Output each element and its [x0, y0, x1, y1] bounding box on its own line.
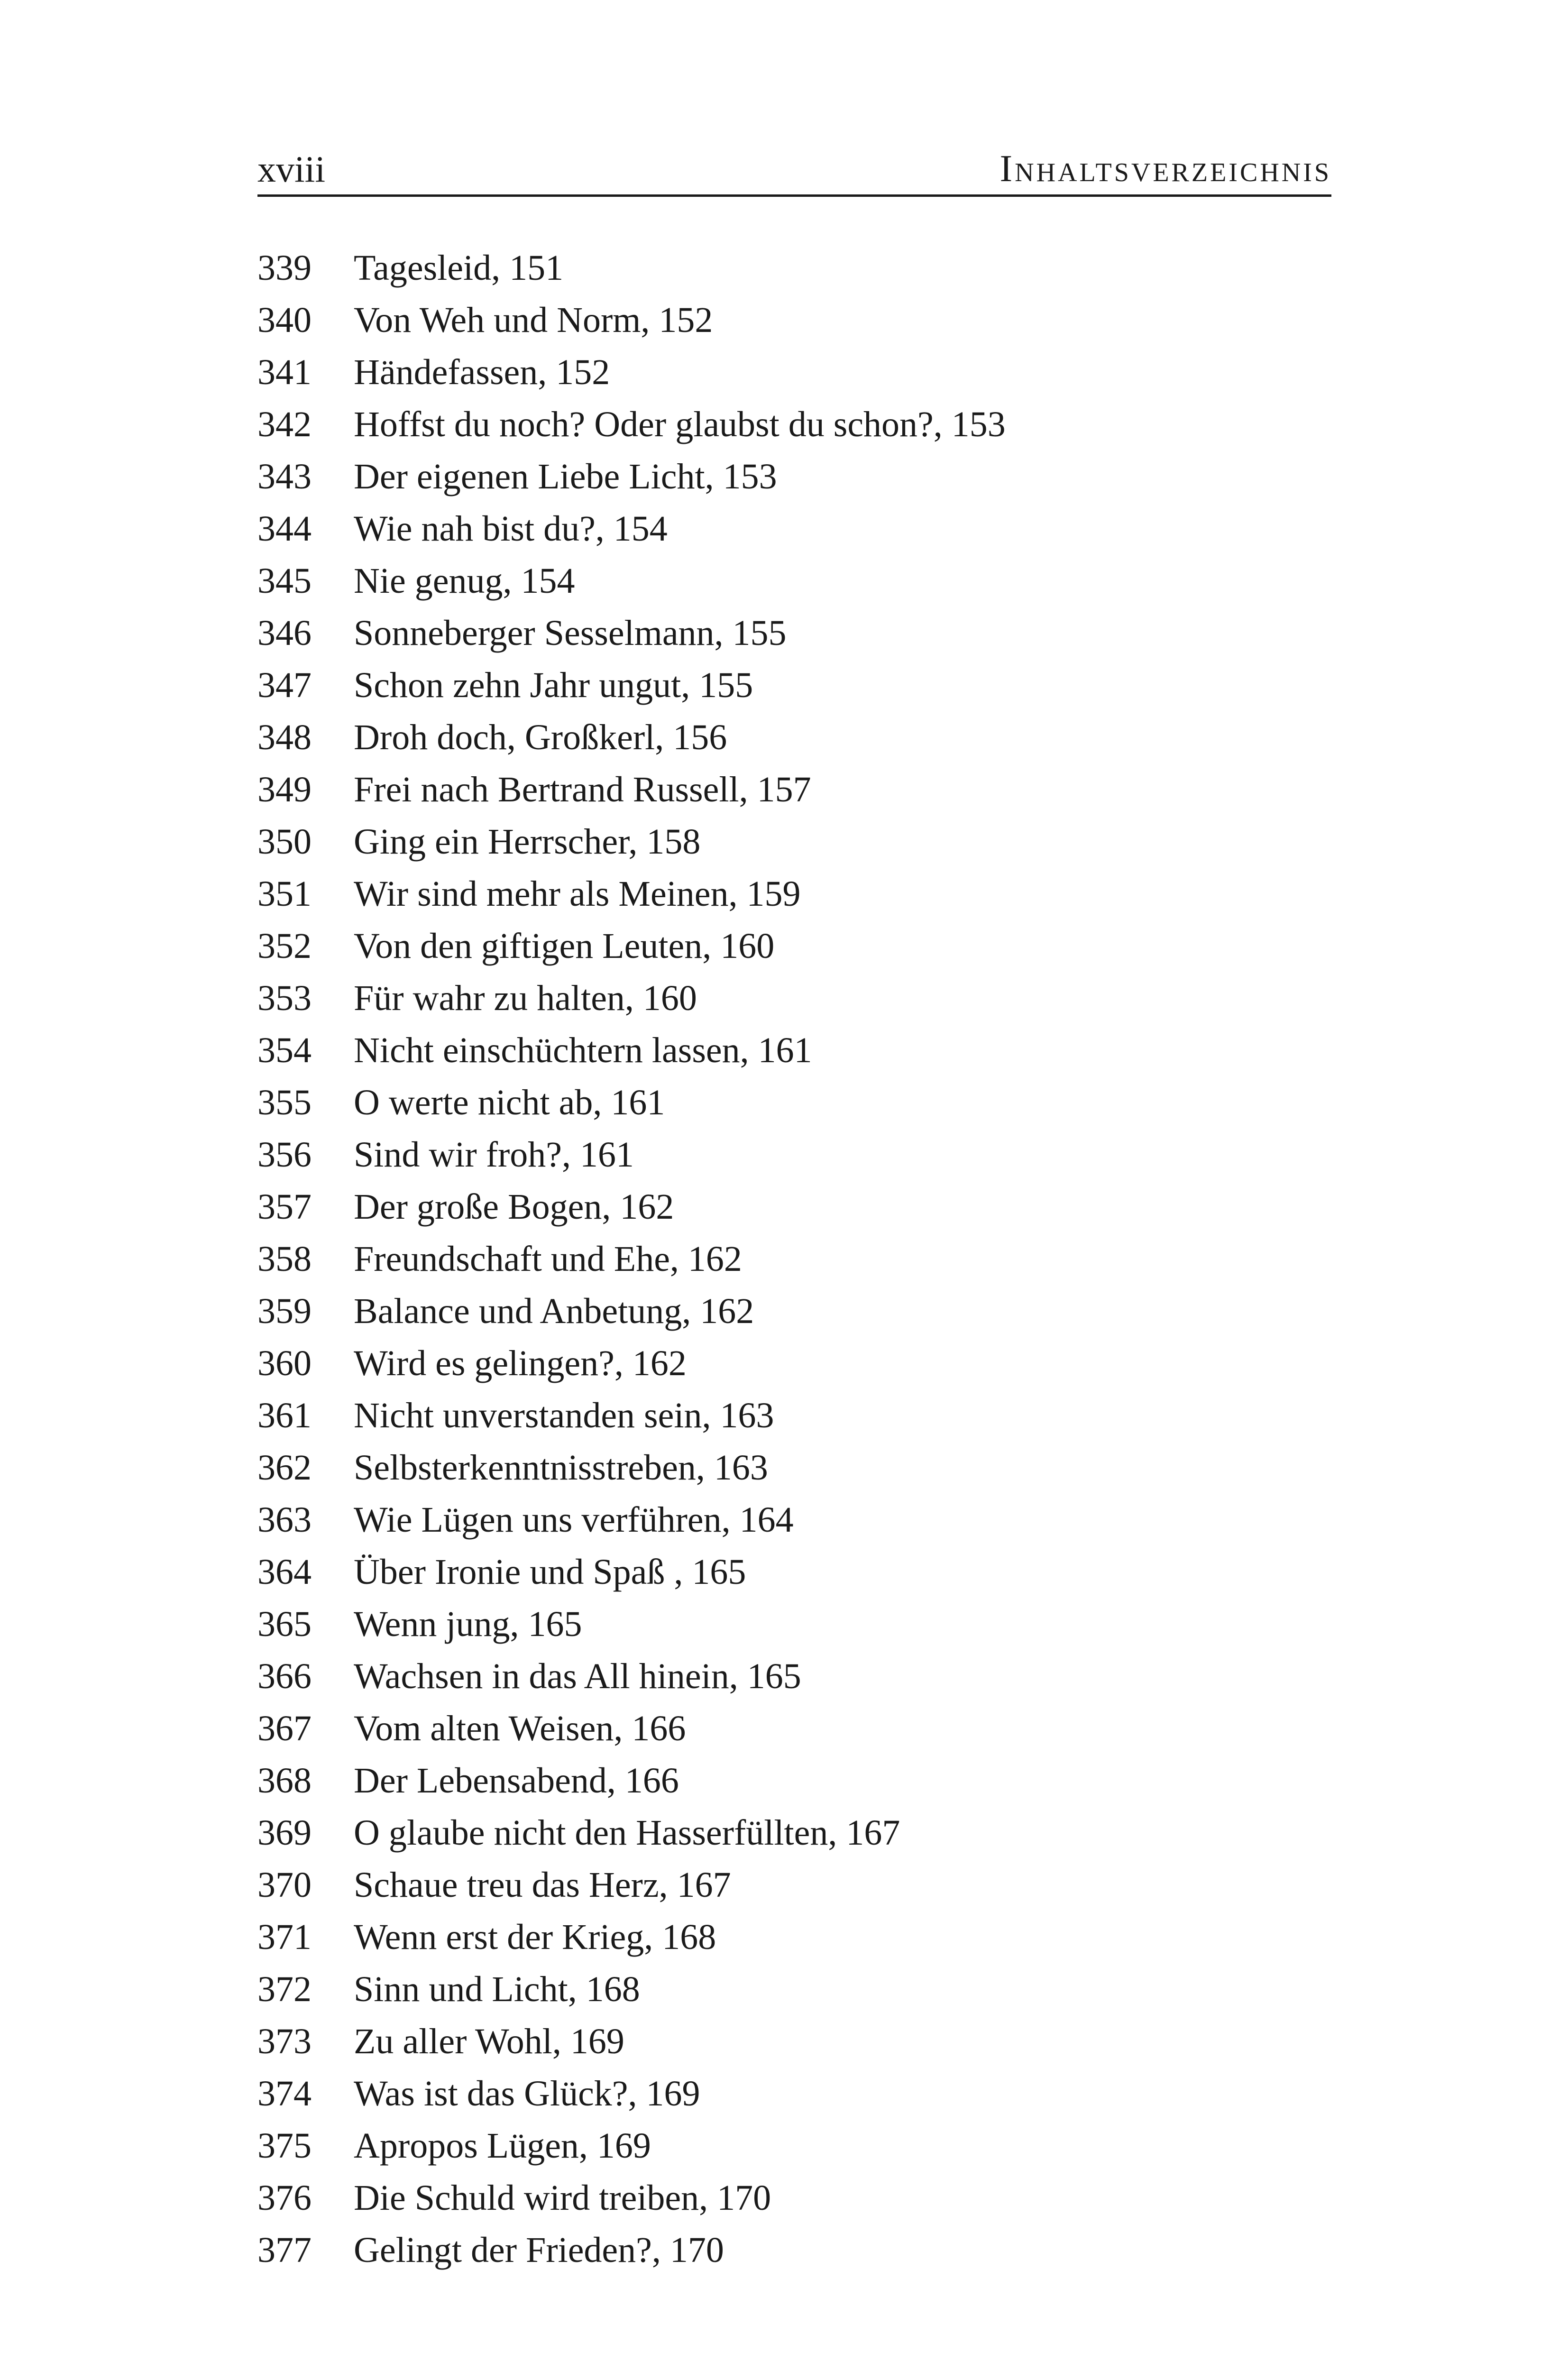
- entry-title: O werte nicht ab, 161: [354, 1083, 665, 1122]
- toc-entry: [257, 2015, 1331, 2068]
- entry-title: Schon zehn Jahr ungut, 155: [354, 665, 753, 705]
- entry-title: Nicht einschüchtern lassen, 161: [354, 1030, 812, 1070]
- entry-title: Zu aller Wohl, 169: [354, 2022, 624, 2061]
- entry-title: Nie genug, 154: [354, 561, 575, 601]
- entry-number: 360: [257, 1343, 312, 1383]
- toc-entry: [257, 1598, 1331, 1650]
- toc-entry: [257, 1650, 1331, 1702]
- toc-entry: [257, 1807, 1331, 1859]
- entry-title: Der große Bogen, 162: [354, 1187, 674, 1227]
- entry-title: Nicht unverstanden sein, 163: [354, 1396, 774, 1435]
- entry-title: Sonneberger Sesselmann, 155: [354, 613, 787, 653]
- entry-number: 376: [257, 2178, 312, 2218]
- toc-entry: [257, 659, 1331, 711]
- running-head: Inhaltsverzeichnis: [999, 148, 1331, 190]
- entry-title: Der eigenen Liebe Licht, 153: [354, 457, 777, 496]
- toc-entry: [257, 1389, 1331, 1442]
- toc-entry: [257, 868, 1331, 920]
- toc-entry: [257, 711, 1331, 763]
- toc-entry: [257, 450, 1331, 503]
- entry-title: Wie nah bist du?, 154: [354, 509, 668, 549]
- entry-title: Selbsterkenntnisstreben, 163: [354, 1448, 768, 1488]
- toc-entry: [257, 1076, 1331, 1129]
- toc-entry: [257, 1181, 1331, 1233]
- toc-entry: [257, 972, 1331, 1024]
- toc-entry: [257, 398, 1331, 450]
- entry-number: 356: [257, 1135, 312, 1175]
- entry-number: 354: [257, 1030, 312, 1070]
- entry-number: 375: [257, 2126, 312, 2166]
- toc-entry: [257, 1755, 1331, 1807]
- entry-number: 343: [257, 457, 312, 496]
- toc-entry: [257, 1337, 1331, 1389]
- entry-number: 350: [257, 822, 312, 862]
- entry-number: 374: [257, 2074, 312, 2114]
- entry-number: 348: [257, 717, 312, 757]
- entry-number: 349: [257, 770, 312, 809]
- entry-title: Wir sind mehr als Meinen, 159: [354, 874, 801, 914]
- entry-number: 370: [257, 1865, 312, 1905]
- entry-title: Wenn erst der Krieg, 168: [354, 1917, 716, 1957]
- entry-title: Gelingt der Frieden?, 170: [354, 2230, 724, 2270]
- entry-number: 362: [257, 1448, 312, 1488]
- toc-entry: [257, 1546, 1331, 1598]
- entry-title: Vom alten Weisen, 166: [354, 1709, 686, 1748]
- entry-number: 372: [257, 1969, 312, 2009]
- entry-number: 364: [257, 1552, 312, 1592]
- entry-title: Freundschaft und Ehe, 162: [354, 1239, 742, 1279]
- entry-title: Für wahr zu halten, 160: [354, 978, 697, 1018]
- entry-title: Hoffst du noch? Oder glaubst du schon?, 153: [354, 404, 1006, 444]
- entry-title: Balance und Anbetung, 162: [354, 1291, 754, 1331]
- entry-number: 355: [257, 1083, 312, 1122]
- entry-title: Was ist das Glück?, 169: [354, 2074, 700, 2114]
- toc-entry: [257, 1494, 1331, 1546]
- toc-entry: [257, 1911, 1331, 1963]
- entry-number: 366: [257, 1656, 312, 1696]
- entry-title: Von den giftigen Leuten, 160: [354, 926, 775, 966]
- entry-title: Der Lebensabend, 166: [354, 1761, 679, 1801]
- toc-entry: [257, 555, 1331, 607]
- entry-number: 357: [257, 1187, 312, 1227]
- toc-entry: [257, 242, 1331, 294]
- table-of-contents: [257, 242, 1331, 2276]
- toc-entry: [257, 1963, 1331, 2015]
- entry-title: Apropos Lügen, 169: [354, 2126, 651, 2166]
- toc-entry: [257, 816, 1331, 868]
- toc-entry: [257, 763, 1331, 816]
- entry-title: Die Schuld wird treiben, 170: [354, 2178, 771, 2218]
- page-header: [257, 142, 1331, 197]
- entry-number: 339: [257, 248, 312, 288]
- entry-title: Wird es gelingen?, 162: [354, 1343, 687, 1383]
- entry-title: Droh doch, Großkerl, 156: [354, 717, 727, 757]
- entry-number: 373: [257, 2022, 312, 2061]
- entry-title: Von Weh und Norm, 152: [354, 300, 713, 340]
- toc-entry: [257, 1129, 1331, 1181]
- entry-number: 368: [257, 1761, 312, 1801]
- entry-title: Händefassen, 152: [354, 352, 610, 392]
- toc-entry: [257, 1024, 1331, 1076]
- entry-title: Tagesleid, 151: [354, 248, 564, 288]
- toc-entry: [257, 294, 1331, 346]
- entry-number: 361: [257, 1396, 312, 1435]
- entry-title: Frei nach Bertrand Russell, 157: [354, 770, 811, 809]
- entry-title: Schaue treu das Herz, 167: [354, 1865, 731, 1905]
- entry-title: O glaube nicht den Hasserfüllten, 167: [354, 1813, 900, 1853]
- entry-title: Wie Lügen uns verführen, 164: [354, 1500, 794, 1540]
- toc-entry: [257, 2224, 1331, 2276]
- page-number: xviii: [257, 148, 326, 190]
- entry-title: Wenn jung, 165: [354, 1604, 582, 1644]
- entry-number: 346: [257, 613, 312, 653]
- entry-title: Sind wir froh?, 161: [354, 1135, 634, 1175]
- toc-entry: [257, 1442, 1331, 1494]
- entry-number: 371: [257, 1917, 312, 1957]
- toc-entry: [257, 1285, 1331, 1337]
- toc-entry: [257, 1233, 1331, 1285]
- toc-entry: [257, 2068, 1331, 2120]
- entry-number: 367: [257, 1709, 312, 1748]
- entry-number: 353: [257, 978, 312, 1018]
- entry-number: 358: [257, 1239, 312, 1279]
- entry-number: 359: [257, 1291, 312, 1331]
- entry-number: 369: [257, 1813, 312, 1853]
- entry-number: 363: [257, 1500, 312, 1540]
- entry-number: 342: [257, 404, 312, 444]
- entry-title: Ging ein Herrscher, 158: [354, 822, 701, 862]
- entry-title: Über Ironie und Spaß , 165: [354, 1552, 746, 1592]
- toc-entry: [257, 1702, 1331, 1755]
- entry-number: 340: [257, 300, 312, 340]
- entry-number: 351: [257, 874, 312, 914]
- entry-number: 345: [257, 561, 312, 601]
- toc-entry: [257, 920, 1331, 972]
- toc-entry: [257, 503, 1331, 555]
- toc-entry: [257, 1859, 1331, 1911]
- entry-number: 365: [257, 1604, 312, 1644]
- entry-title: Wachsen in das All hinein, 165: [354, 1656, 801, 1696]
- entry-title: Sinn und Licht, 168: [354, 1969, 640, 2009]
- entry-number: 347: [257, 665, 312, 705]
- toc-entry: [257, 2172, 1331, 2224]
- toc-entry: [257, 2120, 1331, 2172]
- entry-number: 352: [257, 926, 312, 966]
- toc-entry: [257, 346, 1331, 398]
- entry-number: 341: [257, 352, 312, 392]
- toc-entry: [257, 607, 1331, 659]
- entry-number: 344: [257, 509, 312, 549]
- entry-number: 377: [257, 2230, 312, 2270]
